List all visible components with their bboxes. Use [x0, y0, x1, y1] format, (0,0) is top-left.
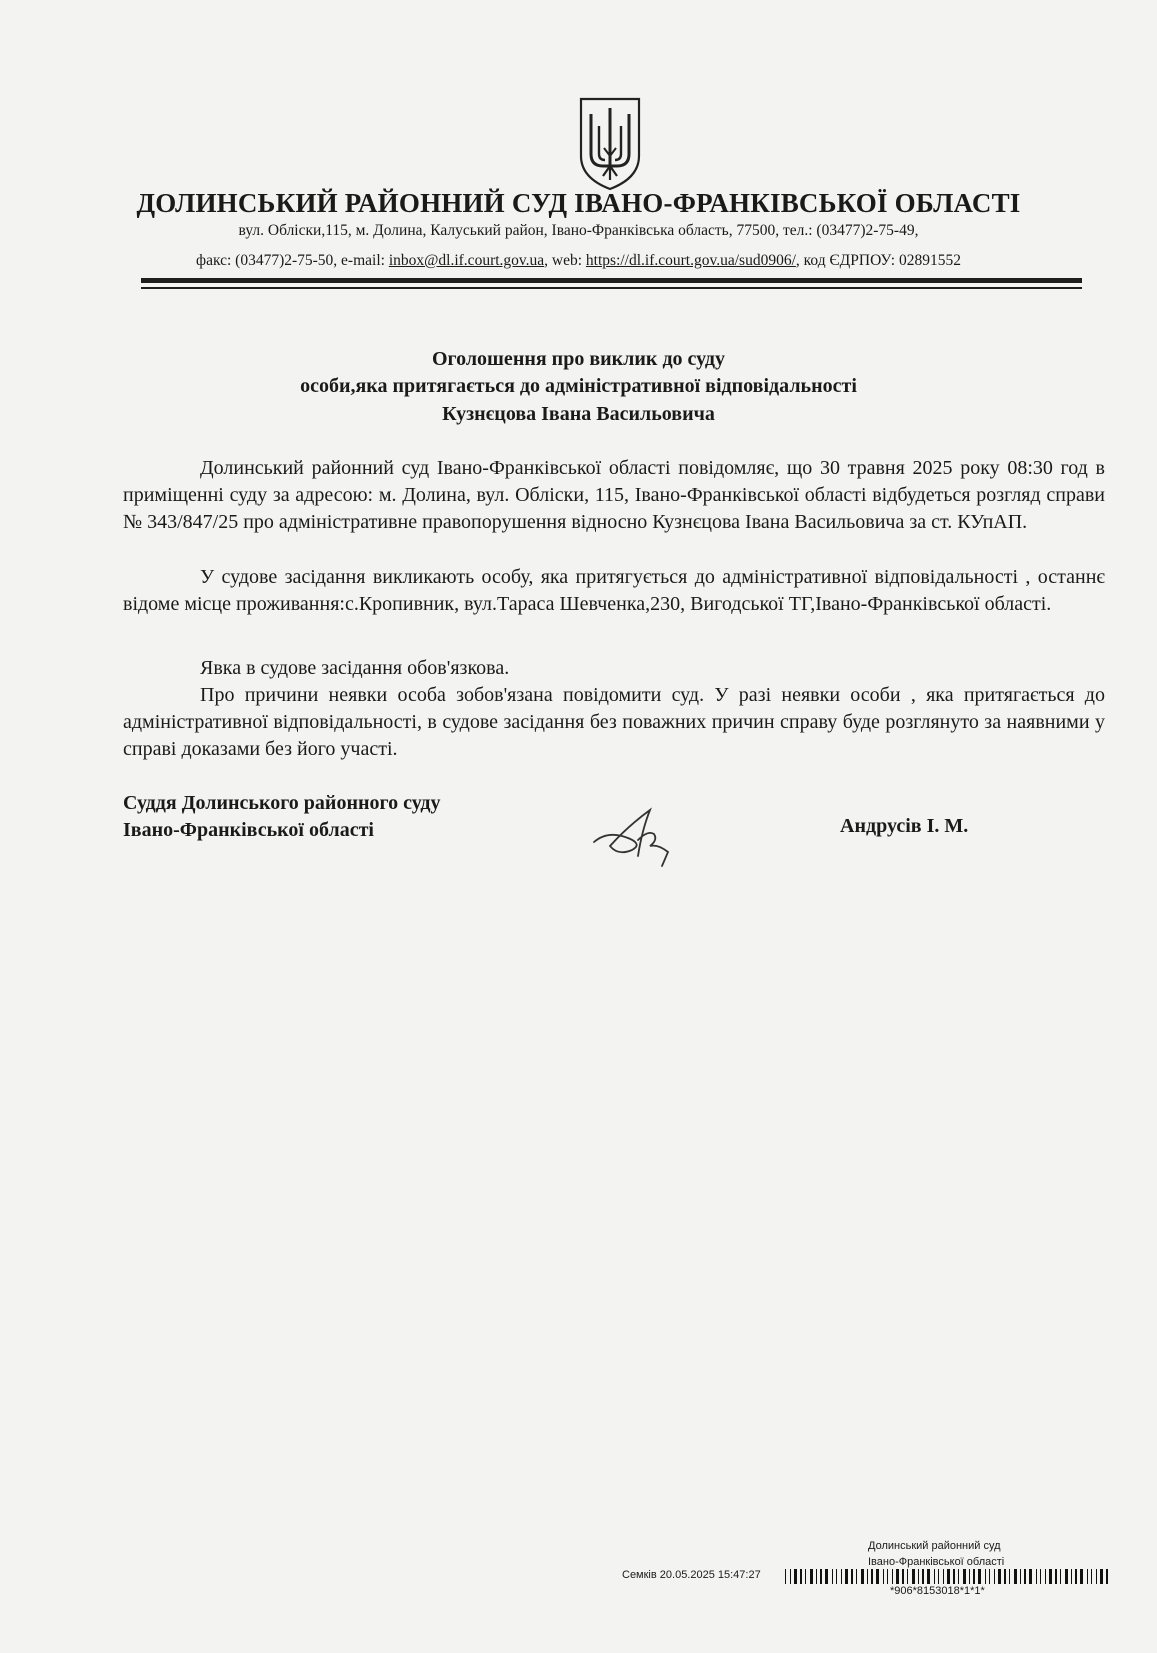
judge-name: Андрусів І. М.	[840, 815, 969, 837]
notice-title-line3: Кузнєцова Івана Васильовича	[442, 403, 715, 425]
court-address: вул. Обліски,115, м. Долина, Калуський район, Івано-Франківська область, 77500, тел.: (03477)2-75-49,	[238, 222, 919, 239]
judge-title-line1: Суддя Долинського районного суду	[123, 792, 441, 814]
registration-barcode	[785, 1569, 1110, 1584]
coat-of-arms-icon	[577, 96, 643, 192]
notice-title-line1: Оголошення про виклик до суду	[431, 348, 726, 370]
header-divider-thin	[141, 287, 1082, 289]
barcode-number: *906*8153018*1*1*	[890, 1585, 985, 1597]
registration-user-datetime: Семків 20.05.2025 15:47:27	[622, 1569, 761, 1581]
edrpou-code: , код ЄДРПОУ: 02891552	[795, 252, 961, 269]
notice-paragraph-hearing: Долинський районний суд Івано-Франківської області повідомляє, що 30 травня 2025 року 08:30 год в приміщенні суду за адресою: м. Долина, вул. Обліски, 115, Івано-Франківської області відбудеться розгляд справи № 343/847/25 про адміністративне правопорушення відносно Кузнєцова Івана Васильовича за ст. КУпАП.	[123, 457, 1105, 533]
notice-title-line2: особи,яка притягається до адміністративної відповідальності	[300, 375, 857, 397]
notice-paragraph-attendance: Явка в судове засідання обов'язкова.	[200, 657, 510, 679]
notice-paragraph-absence: Про причини неявки особа зобов'язана повідомити суд. У разі неявки особи , яка притягається до адміністративної відповідальності, в судове засідання без поважних причин справу буде розглянуто за наявними у справі доказами без його участі.	[123, 684, 1105, 760]
handwritten-signature	[588, 800, 698, 870]
court-name: ДОЛИНСЬКИЙ РАЙОННИЙ СУД ІВАНО-ФРАНКІВСЬКОЇ ОБЛАСТІ	[136, 188, 1021, 218]
judge-title	[123, 790, 441, 844]
fax-label: факс: (03477)2-75-50, e-mail:	[196, 252, 389, 269]
header-divider-thick	[141, 278, 1082, 283]
judge-title-line2: Івано-Франківської області	[123, 819, 374, 841]
court-contacts	[0, 252, 1157, 270]
email-link[interactable]: inbox@dl.if.court.gov.ua	[388, 252, 545, 269]
notice-paragraph-summons: У судове засідання викликають особу, яка притягується до адміністративної відповідальності , останнє відоме місце проживання:с.Кропивник, вул.Тараса Шевченка,230, Вигодської ТГ,Івано-Франківської області.	[123, 566, 1105, 615]
web-link[interactable]: https://dl.if.court.gov.ua/sud0906/	[585, 252, 796, 269]
registration-office-line2: Івано-Франківської області	[868, 1556, 1005, 1568]
registration-office-line1: Долинський районний суд	[868, 1540, 1001, 1552]
web-label: , web:	[544, 252, 586, 269]
